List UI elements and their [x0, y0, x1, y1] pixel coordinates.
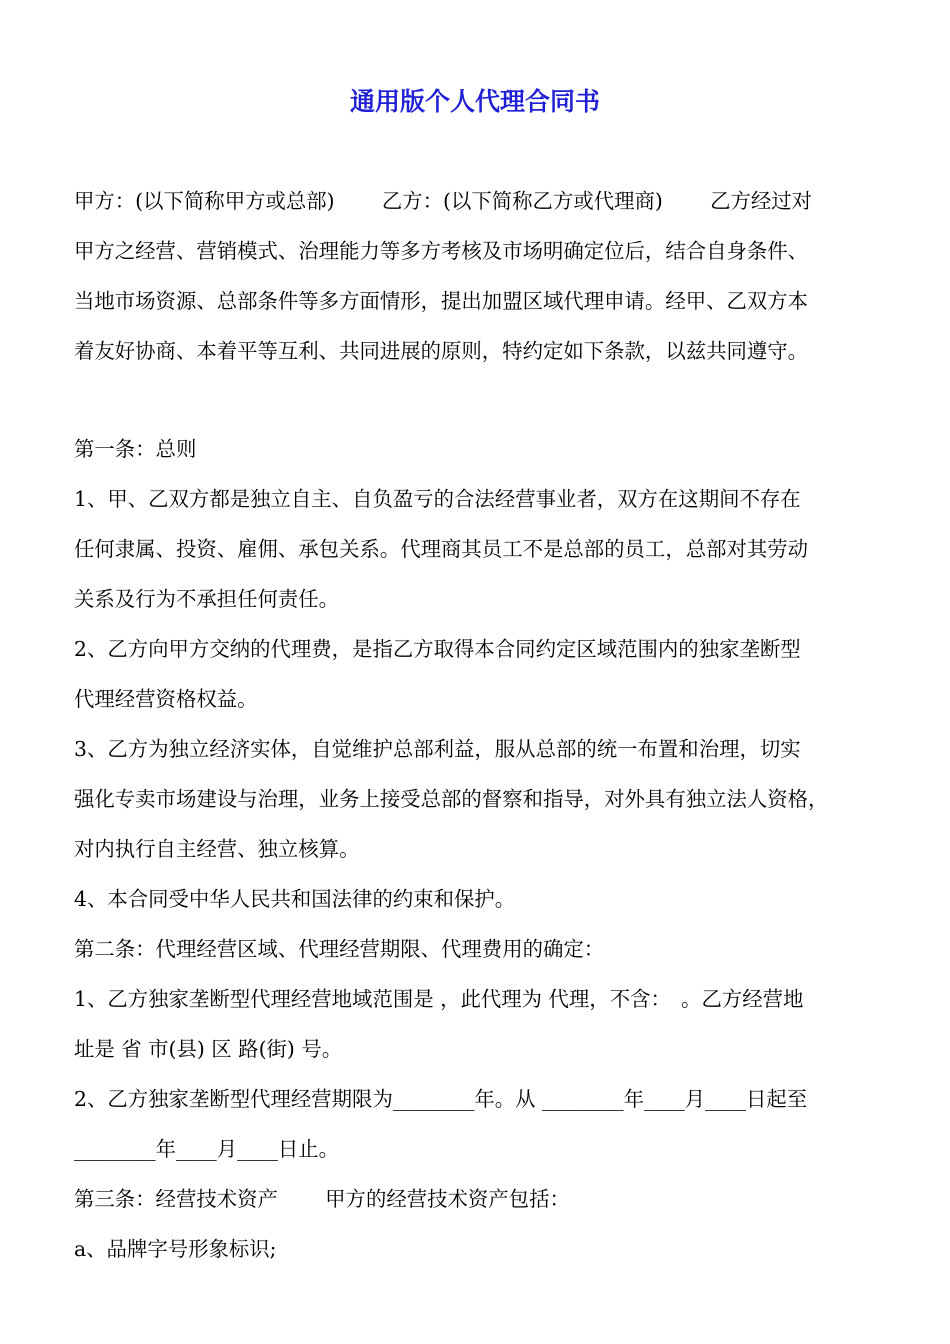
- intro-line: 甲方：(以下简称甲方或总部) 乙方：(以下简称乙方或代理商) 乙方经过对: [74, 189, 813, 213]
- clause-line: a、品牌字号形象标识;: [74, 1237, 277, 1261]
- article-3-heading: 第三条：经营技术资产 甲方的经营技术资产包括：: [74, 1187, 570, 1211]
- article-1-heading: 第一条：总则: [74, 437, 197, 461]
- intro-paragraph: [74, 176, 880, 376]
- clause-line: 强化专卖市场建设与治理，业务上接受总部的督察和指导，对外具有独立法人资格，: [74, 787, 829, 811]
- clause-line: 1、甲、乙双方都是独立自主、自负盈亏的合法经营事业者，双方在这期间不存在: [74, 487, 801, 511]
- intro-line: 着友好协商、本着平等互利、共同进展的原则，特约定如下条款，以兹共同遵守。: [74, 339, 809, 363]
- clause-line: 3、乙方为独立经济实体，自觉维护总部利益，服从总部的统一布置和治理，切实: [74, 737, 801, 761]
- intro-line: 当地市场资源、总部条件等多方面情形，提出加盟区域代理申请。经甲、乙双方本: [74, 289, 809, 313]
- article-2-heading: 第二条：代理经营区域、代理经营期限、代理费用的确定：: [74, 937, 605, 961]
- clause-line: 2、乙方独家垄断型代理经营期限为________年。从 ________年____月____日起至: [74, 1087, 808, 1111]
- clause-line: 关系及行为不承担任何责任。: [74, 587, 340, 611]
- clause-line: 对内执行自主经营、独立核算。: [74, 837, 360, 861]
- clause-line: 2、乙方向甲方交纳的代理费，是指乙方取得本合同约定区域范围内的独家垄断型: [74, 637, 801, 661]
- clause-line: 址是 省 市(县) 区 路(街) 号。: [74, 1037, 343, 1061]
- clause-line: 代理经营资格权益。: [74, 687, 258, 711]
- document-title: 通用版个人代理合同书: [349, 87, 600, 116]
- contract-clauses: [74, 424, 880, 1274]
- clause-line: 1、乙方独家垄断型代理经营地域范围是 ，此代理为 代理，不含： 。乙方经营地: [74, 987, 804, 1011]
- intro-line: 甲方之经营、营销模式、治理能力等多方考核及市场明确定位后，结合自身条件、: [74, 239, 809, 263]
- clause-line: 4、本合同受中华人民共和国法律的约束和保护。: [74, 887, 516, 911]
- clause-line: 任何隶属、投资、雇佣、承包关系。代理商其员工不是总部的员工，总部对其劳动: [74, 537, 809, 561]
- clause-line: ________年____月____日止。: [74, 1137, 340, 1161]
